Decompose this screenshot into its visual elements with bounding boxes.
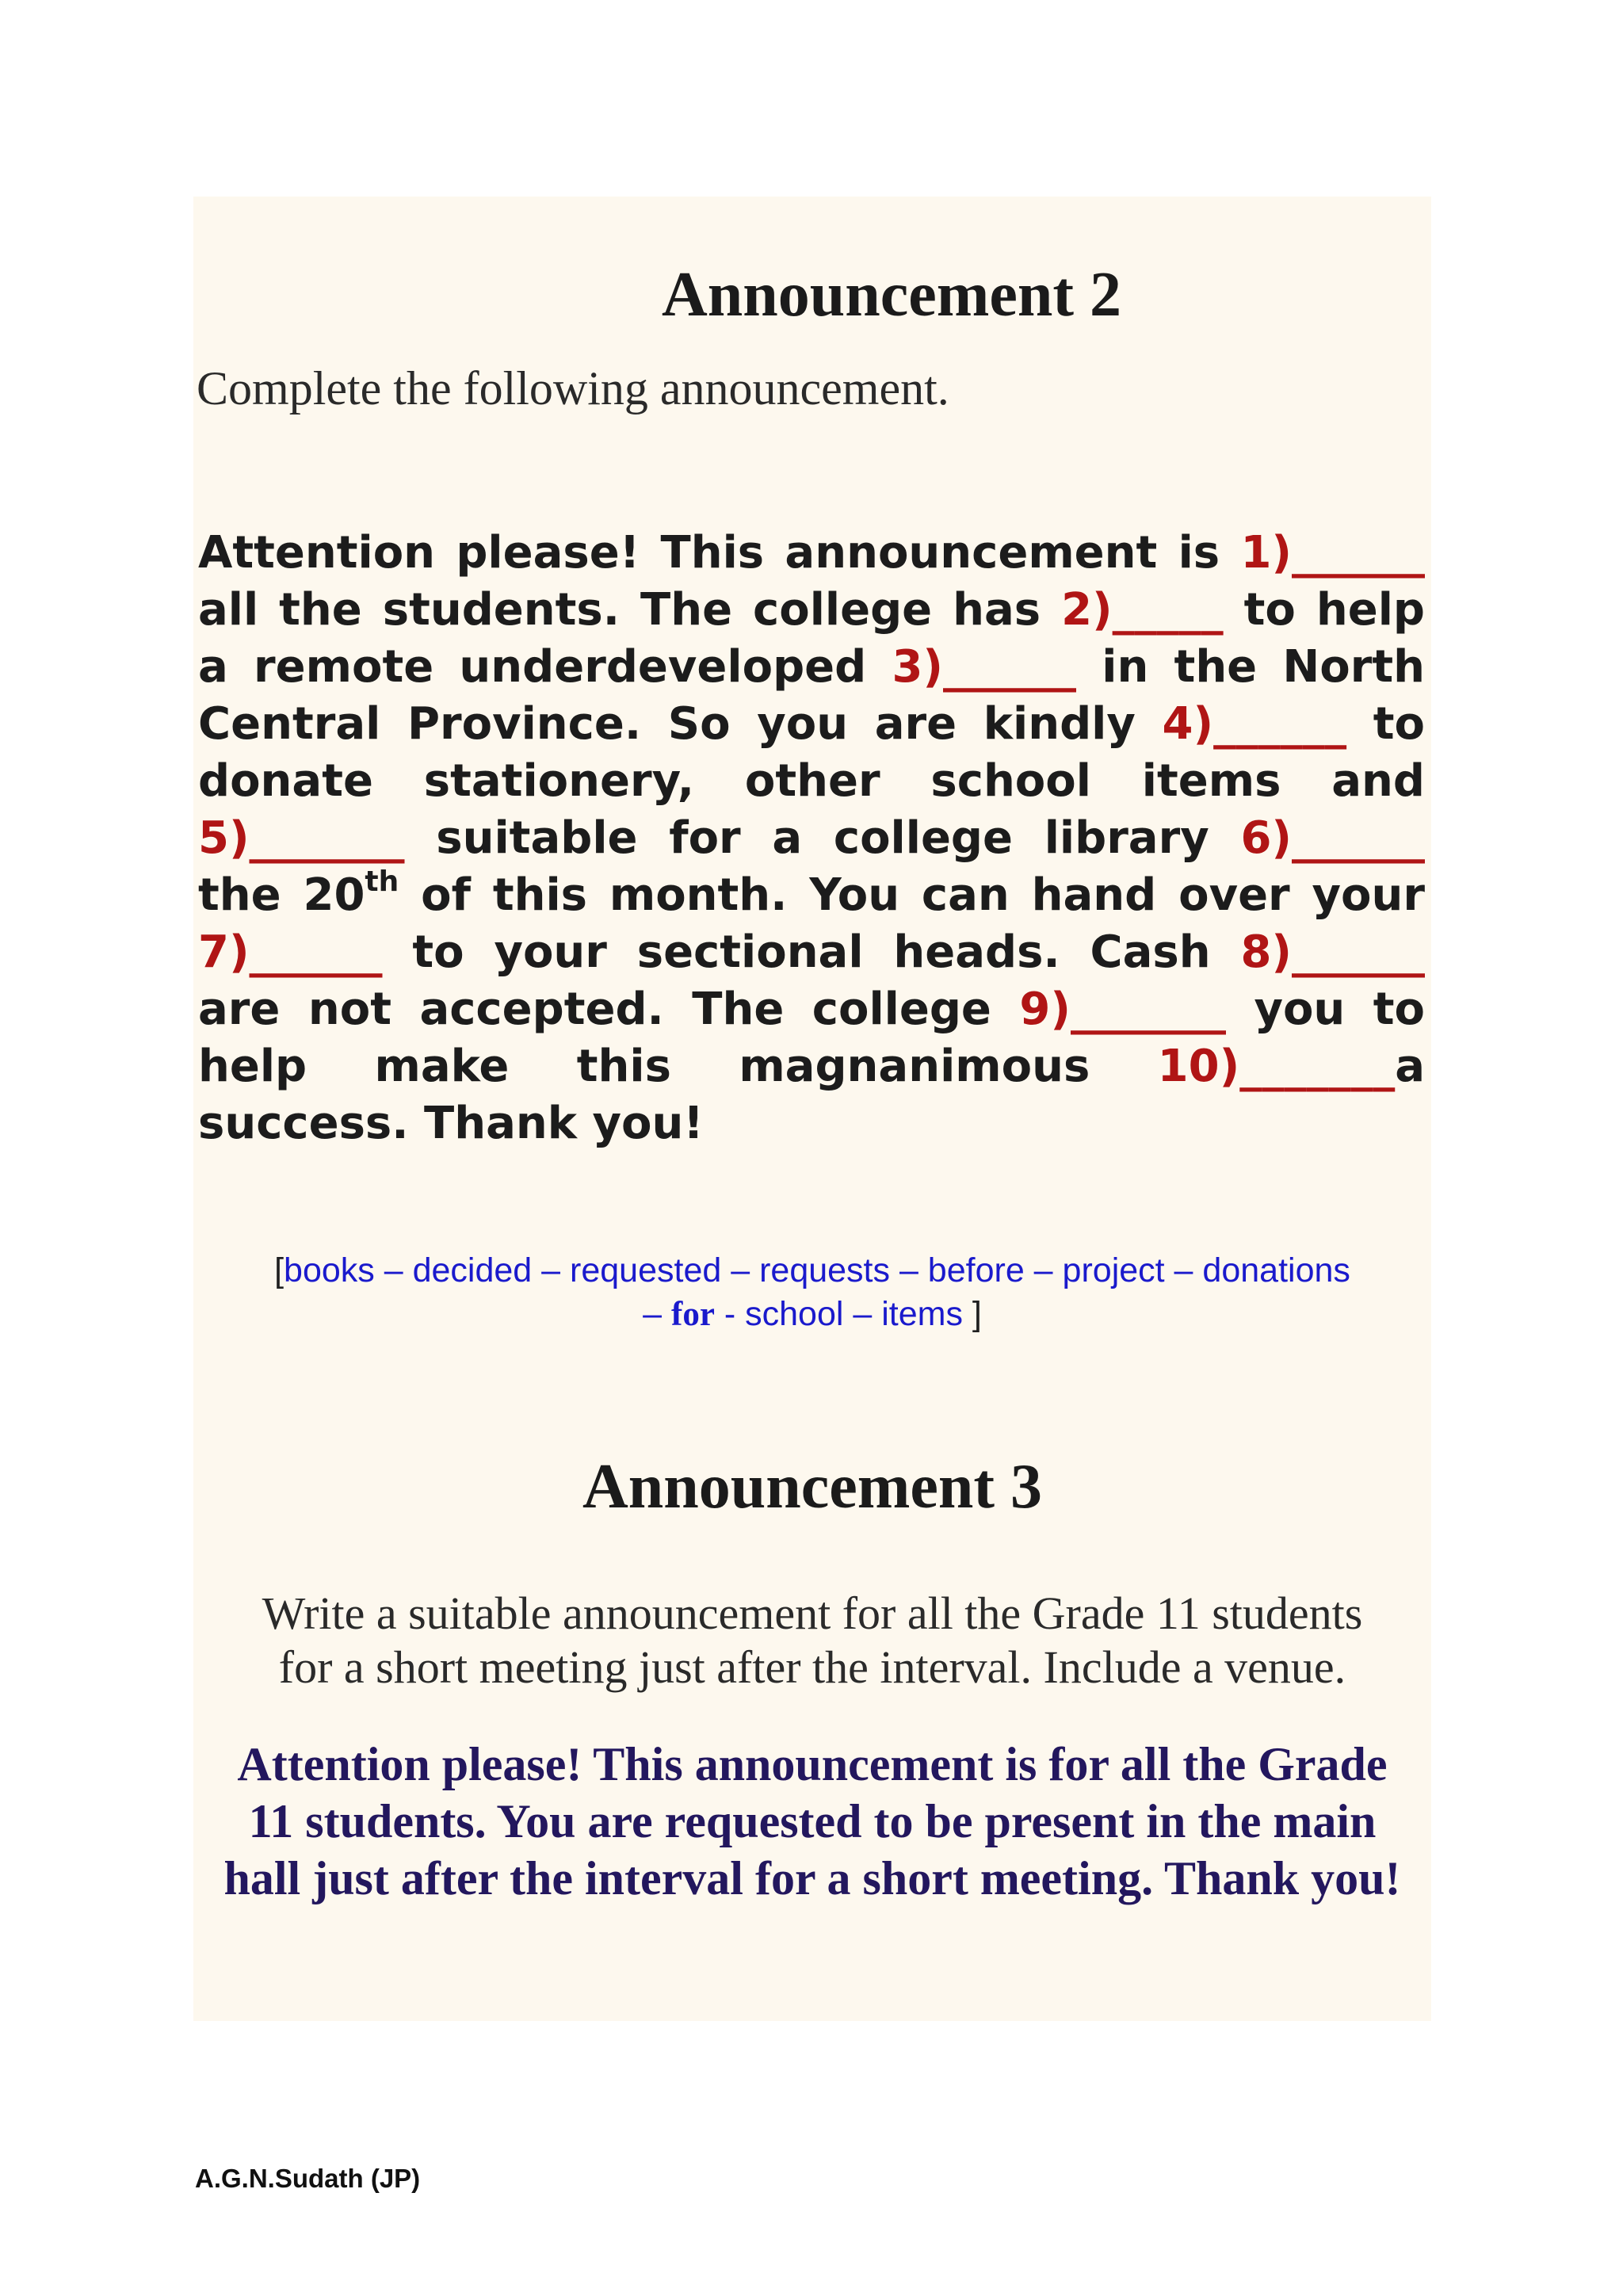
word-bank-line-2 <box>193 1293 1431 1336</box>
paragraph-text: in the North Central Province. So you are kindly <box>198 641 1425 750</box>
word-bank-dash: – <box>643 1295 671 1333</box>
paragraph-text: you to help make this magnanimous <box>198 984 1426 1092</box>
blank-2: 2)_____ <box>1061 584 1224 636</box>
instruction-line: Write a suitable announcement for all the Grade 11 students <box>262 1587 1363 1639</box>
word-bank-line-1 <box>193 1249 1431 1293</box>
word-bank <box>193 1249 1431 1336</box>
announcement-3-sample-answer <box>193 1736 1431 1907</box>
paragraph-text: to donate stationery, other school items and <box>198 698 1425 807</box>
open-bracket: [ <box>274 1251 285 1289</box>
close-bracket: ] <box>972 1295 982 1333</box>
announcement-3-instruction <box>193 1587 1431 1694</box>
blank-1: 1)______ <box>1240 527 1425 579</box>
blank-3: 3)______ <box>892 641 1077 693</box>
paragraph-text: to help a remote underdeveloped <box>198 584 1425 693</box>
paragraph-text: a success. Thank you! <box>198 1041 1425 1149</box>
sample-line: hall just after the interval for a short meeting. Thank you! <box>223 1852 1401 1904</box>
author-footer: A.G.N.Sudath (JP) <box>195 2164 421 2193</box>
blank-6: 6)______ <box>1240 812 1425 864</box>
paragraph-text: the 20 <box>198 869 365 921</box>
paragraph-text: to your sectional heads. Cash <box>382 926 1241 978</box>
word-bank-words: books – decided – requested – requests – before – project – donations <box>284 1251 1350 1289</box>
word-bank-for: for <box>671 1296 715 1333</box>
announcement-2-instruction: Complete the following announcement. <box>197 362 949 415</box>
sample-line: 11 students. You are requested to be present in the main <box>248 1795 1377 1847</box>
blank-8: 8)______ <box>1240 926 1425 978</box>
announcement-3-title: Announcement 3 <box>582 1452 1043 1522</box>
blank-10: 10)_______ <box>1157 1041 1396 1092</box>
paragraph-text: of this month. You can hand over your <box>399 869 1425 921</box>
paragraph-text: are not accepted. The college <box>198 984 1020 1035</box>
sample-line: Attention please! This announcement is for all the Grade <box>237 1738 1388 1790</box>
blank-9: 9)_______ <box>1019 984 1226 1035</box>
paragraph-text: suitable for a college library <box>404 812 1241 864</box>
paragraph-text: Attention please! This announcement is <box>198 527 1241 579</box>
announcement-2-title: Announcement 2 <box>661 260 1122 330</box>
worksheet-panel <box>193 197 1431 2021</box>
ordinal-suffix: th <box>365 865 399 899</box>
instruction-line: for a short meeting just after the interval. Include a venue. <box>278 1641 1346 1693</box>
blank-4: 4)______ <box>1162 698 1347 750</box>
blank-5: 5)_______ <box>198 812 405 864</box>
announcement-2-paragraph <box>198 525 1425 1152</box>
blank-7: 7)______ <box>198 926 383 978</box>
word-bank-words: - school – items <box>714 1295 972 1333</box>
paragraph-text: all the students. The college has <box>198 584 1062 636</box>
